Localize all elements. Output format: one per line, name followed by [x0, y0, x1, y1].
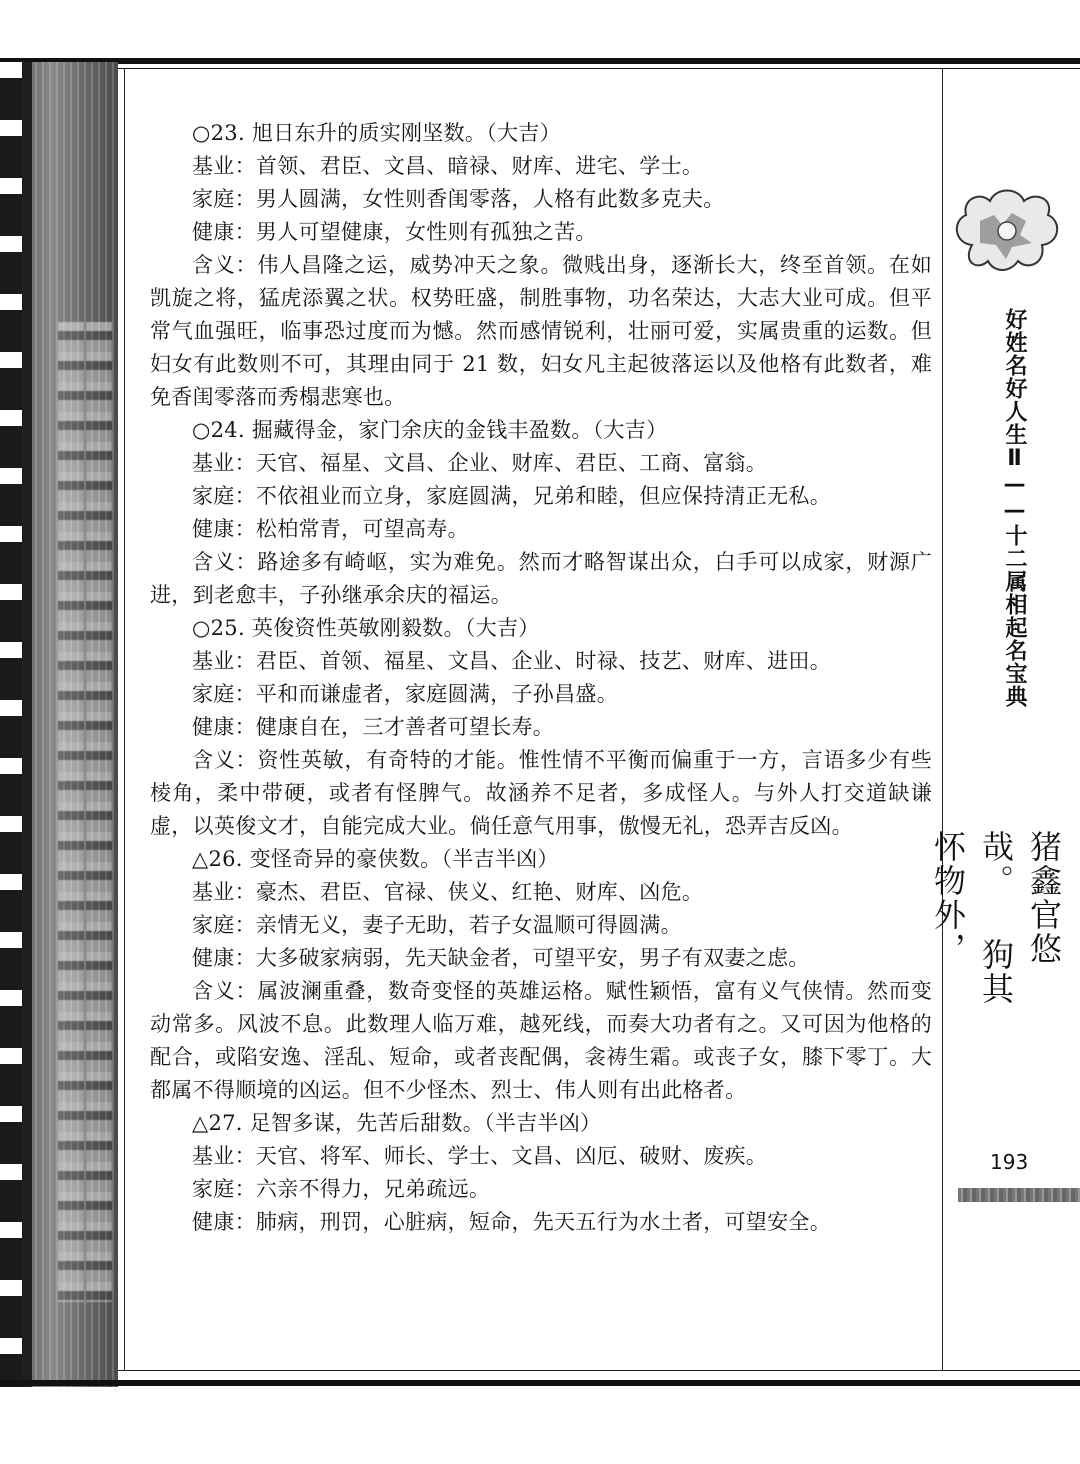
top-border-thick — [0, 58, 1080, 64]
entry-family: 家庭：平和而谦虚者，家庭圆满，子孙昌盛。 — [192, 682, 618, 706]
entry-meaning: 含义：资性英敏，有奇特的才能。惟性情不平衡而偏重于一方，言语多少有些棱角，柔中带硬，或者有怪脾气。故涵养不足者，多成怪人。与外人打交道缺谦虚，以英俊文才，自能完成大业。倘任意气用事，傲慢无礼，恐弄吉反凶。 — [150, 748, 932, 838]
entry-family: 家庭：六亲不得力，兄弟疏远。 — [192, 1177, 491, 1201]
page-body — [150, 117, 932, 1239]
film-edge — [22, 62, 32, 1387]
entry-heading: △27. 足智多谋，先苦后甜数。（半吉半凶） — [192, 1111, 602, 1135]
entry-health: 健康：大多破家病弱，先天缺金者，可望平安，男子有双妻之虑。 — [192, 946, 810, 970]
entry-health: 健康：健康自在，三才善者可望长寿。 — [192, 715, 555, 739]
entry-family: 家庭：不依祖业而立身，家庭圆满，兄弟和睦，但应保持清正无私。 — [192, 484, 831, 508]
seal-script-column — [58, 322, 84, 1302]
entry-family: 家庭：男人圆满，女性则香闺零落，人格有此数多克夫。 — [192, 187, 725, 211]
seal-script-column — [86, 322, 112, 1302]
entry-meaning: 含义：路途多有崎岖，实为难免。然而才略智谋出众，白手可以成家，财源广进，到老愈丰，子孙继承余庆的福运。 — [150, 550, 932, 607]
entry-career: 基业：豪杰、君臣、官禄、侠义、红艳、财库、凶危。 — [192, 880, 704, 904]
poem-line-1: 猪鑫官悠哉。 — [977, 830, 1063, 966]
film-sprocket-holes — [0, 62, 22, 1387]
entry-meaning: 含义：伟人昌隆之运，威势冲天之象。微贱出身，逐渐长大，终至首领。在如凯旋之将，猛虎添翼之状。权势旺盛，制胜事物，功名荣达，大志大业可成。但平常气血强旺，临事恐过度而为憾。然而感情锐利，壮丽可爱，实属贵重的运数。但妇女有此数则不可，其理由同于 21 数，妇女凡主起彼落运以及他格有此数者，难免香闺零落而秀榻悲寒也。 — [150, 253, 932, 409]
entry-meaning: 含义：属波澜重叠，数奇变怪的英雄运格。赋性颖悟，富有义气侠情。然而变动常多。风波不息。此数理人临万难，越死线，而奏大功者有之。又可因为他格的配合，或陷安逸、淫乱、短命，或者丧配偶，衾祷生霜。或丧子女，膝下零丁。大都属不得顺境的凶运。但不少怪杰、烈士、伟人则有出此格者。 — [150, 979, 932, 1102]
text-column-right-rule — [942, 68, 943, 1370]
text-column-left-rule — [124, 68, 125, 1370]
bottom-border-thick — [0, 1380, 1080, 1386]
entry-career: 基业：首领、君臣、文昌、暗禄、财库、进宅、学士。 — [192, 154, 704, 178]
entry-health: 健康：松柏常青，可望高寿。 — [192, 517, 469, 541]
entry-24 — [150, 414, 932, 612]
entry-heading: △26. 变怪奇异的豪侠数。（半吉半凶） — [192, 847, 559, 871]
book-title-vertical: 好姓名好人生Ⅱ——十二属相起名宝典 — [1002, 308, 1027, 708]
entry-family: 家庭：亲情无义，妻子无助，若子女温顺可得圆满。 — [192, 913, 682, 937]
entry-25 — [150, 612, 932, 843]
entry-health: 健康：肺病，刑罚，心脏病，短命，先天五行为水土者，可望安全。 — [192, 1210, 831, 1234]
entry-career: 基业：君臣、首领、福星、文昌、企业、时禄、技艺、财库、进田。 — [192, 649, 831, 673]
zodiac-emblem-icon — [950, 185, 1064, 275]
page-number-bar — [958, 1188, 1080, 1202]
entry-heading: ○23. 旭日东升的质实刚坚数。（大吉） — [192, 121, 561, 145]
poem-line-2: 狗其怀物外， — [929, 830, 1015, 1006]
entry-27 — [150, 1107, 932, 1239]
entry-heading: ○24. 掘藏得金，家门余庆的金钱丰盈数。（大吉） — [192, 418, 668, 442]
film-strip-decoration — [0, 62, 118, 1387]
entry-23 — [150, 117, 932, 414]
top-border-thin — [118, 68, 1080, 69]
entry-26 — [150, 843, 932, 1107]
entry-heading: ○25. 英俊资性英敏刚毅数。（大吉） — [192, 616, 540, 640]
poem-vertical — [929, 830, 1068, 1030]
page-number: 193 — [990, 1150, 1029, 1174]
entry-career: 基业：天官、将军、师长、学士、文昌、凶厄、破财、废疾。 — [192, 1144, 768, 1168]
entry-career: 基业：天官、福星、文昌、企业、财库、君臣、工商、富翁。 — [192, 451, 768, 475]
entry-health: 健康：男人可望健康，女性则有孤独之苦。 — [192, 220, 597, 244]
bottom-border-thin — [118, 1370, 1080, 1371]
